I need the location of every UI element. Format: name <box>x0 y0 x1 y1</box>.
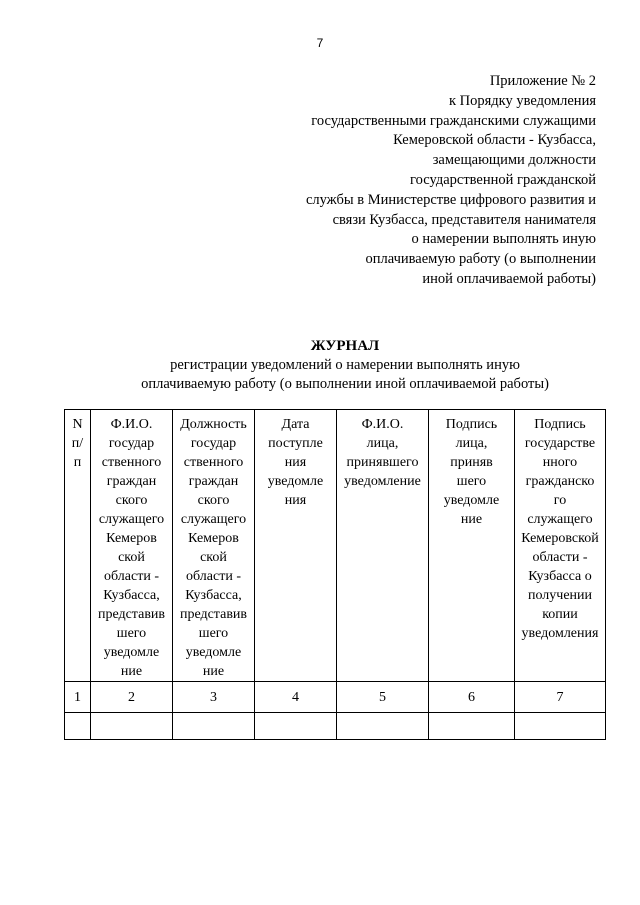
appendix-line: государственными гражданскими служащими <box>311 112 596 129</box>
table-cell <box>173 713 255 740</box>
header-line: поступле <box>268 436 323 451</box>
appendix-line: связи Кузбасса, представителя нанимателя <box>332 211 596 228</box>
appendix-line: замещающими должности <box>432 152 596 169</box>
header-line: го <box>553 493 567 508</box>
header-line: лица, <box>455 436 488 451</box>
table-cell <box>65 713 91 740</box>
table-cell <box>91 713 173 740</box>
header-line: Ф.И.О. <box>110 417 153 432</box>
header-line: ского <box>115 493 148 508</box>
header-line: шего <box>198 626 229 641</box>
journal-subtitle-line: оплачиваемую работу (о выполнении иной оплачиваемой работы) <box>141 375 549 392</box>
header-line: п <box>73 455 82 470</box>
header-cell-employee-signature <box>515 410 606 682</box>
header-line: Подпись <box>534 417 586 432</box>
header-line: гражданско <box>525 474 595 489</box>
appendix-line: Приложение № 2 <box>489 73 596 89</box>
header-line: ние <box>120 664 143 679</box>
journal-subtitle <box>0 356 640 393</box>
table-cell <box>515 713 606 740</box>
header-cell-receiver-fio <box>337 410 429 682</box>
header-line: принявшего <box>346 455 419 470</box>
header-cell-receiver-signature <box>429 410 515 682</box>
header-line: приняв <box>450 455 493 470</box>
appendix-line: о намерении выполнять иную <box>411 231 596 248</box>
header-line: ской <box>200 550 227 565</box>
header-line: служащего <box>180 512 247 527</box>
header-line: Кемеров <box>188 531 239 546</box>
header-line: уведомле <box>185 645 242 660</box>
header-line: п/ <box>71 436 84 451</box>
page-number: 7 <box>316 36 324 50</box>
header-line: области - <box>104 569 159 584</box>
header-line: Кузбасса о <box>528 569 592 584</box>
header-line: уведомле <box>103 645 160 660</box>
header-line: копии <box>542 607 578 622</box>
appendix-line: иной оплачиваемой работы) <box>422 270 596 287</box>
appendix-caption <box>256 72 596 290</box>
header-line: ственного <box>183 455 244 470</box>
header-line: Кузбасса, <box>103 588 160 603</box>
table-cell <box>429 713 515 740</box>
header-cell-fio <box>91 410 173 682</box>
header-line: представив <box>179 607 248 622</box>
appendix-line: Кемеровской области - Кузбасса, <box>393 132 596 149</box>
header-line: служащего <box>527 512 593 527</box>
appendix-line: государственной гражданской <box>410 171 596 188</box>
header-line: государ <box>190 436 237 451</box>
header-line: ние <box>202 664 225 679</box>
header-line: получении <box>527 588 593 603</box>
header-line: лица, <box>366 436 399 451</box>
column-number-cell: 5 <box>337 682 429 713</box>
header-line: Подпись <box>445 417 498 432</box>
header-line: Кемеров <box>106 531 157 546</box>
column-number-cell: 6 <box>429 682 515 713</box>
header-line: граждан <box>106 474 157 489</box>
header-cell-date <box>255 410 337 682</box>
header-line: области - <box>186 569 241 584</box>
header-line: ния <box>284 493 307 508</box>
header-line: шего <box>116 626 147 641</box>
header-cell-number <box>65 410 91 682</box>
header-cell-position <box>173 410 255 682</box>
header-line: Кемеровской <box>521 531 599 546</box>
column-number-cell: 7 <box>515 682 606 713</box>
header-line: уведомле <box>267 474 324 489</box>
column-number-cell: 2 <box>91 682 173 713</box>
appendix-line: к Порядку уведомления <box>448 92 596 109</box>
journal-table <box>64 409 606 740</box>
header-line: Должность <box>180 417 247 432</box>
header-line: Кузбасса, <box>185 588 242 603</box>
header-line: ния <box>284 455 307 470</box>
header-line: ственного <box>101 455 162 470</box>
header-line: Дата <box>281 417 310 432</box>
header-line: государстве <box>524 436 596 451</box>
header-line: ской <box>118 550 145 565</box>
header-line: ского <box>197 493 230 508</box>
header-line: уведомления <box>521 626 599 641</box>
table-cell <box>337 713 429 740</box>
table-column-numbers-row <box>65 682 606 713</box>
appendix-line: оплачиваемую работу (о выполнении <box>365 251 596 268</box>
table-cell <box>255 713 337 740</box>
column-number-cell: 4 <box>255 682 337 713</box>
table-header-row <box>65 410 606 682</box>
header-line: представив <box>97 607 166 622</box>
header-line: ние <box>460 512 483 527</box>
appendix-line: службы в Министерстве цифрового развития и <box>305 191 596 208</box>
header-line: граждан <box>188 474 239 489</box>
header-line: шего <box>456 474 487 489</box>
journal-subtitle-line: регистрации уведомлений о намерении выполнять иную <box>170 357 520 373</box>
header-line: служащего <box>98 512 165 527</box>
header-line: области - <box>532 550 588 565</box>
header-line: уведомле <box>443 493 500 508</box>
table-row <box>65 713 606 740</box>
journal-title: ЖУРНАЛ <box>310 338 380 354</box>
column-number-cell: 1 <box>65 682 91 713</box>
header-line: Ф.И.О. <box>361 417 404 432</box>
header-line: нного <box>542 455 578 470</box>
column-number-cell: 3 <box>173 682 255 713</box>
header-line: N <box>72 417 83 432</box>
header-line: государ <box>108 436 155 451</box>
header-line: уведомление <box>344 474 421 489</box>
